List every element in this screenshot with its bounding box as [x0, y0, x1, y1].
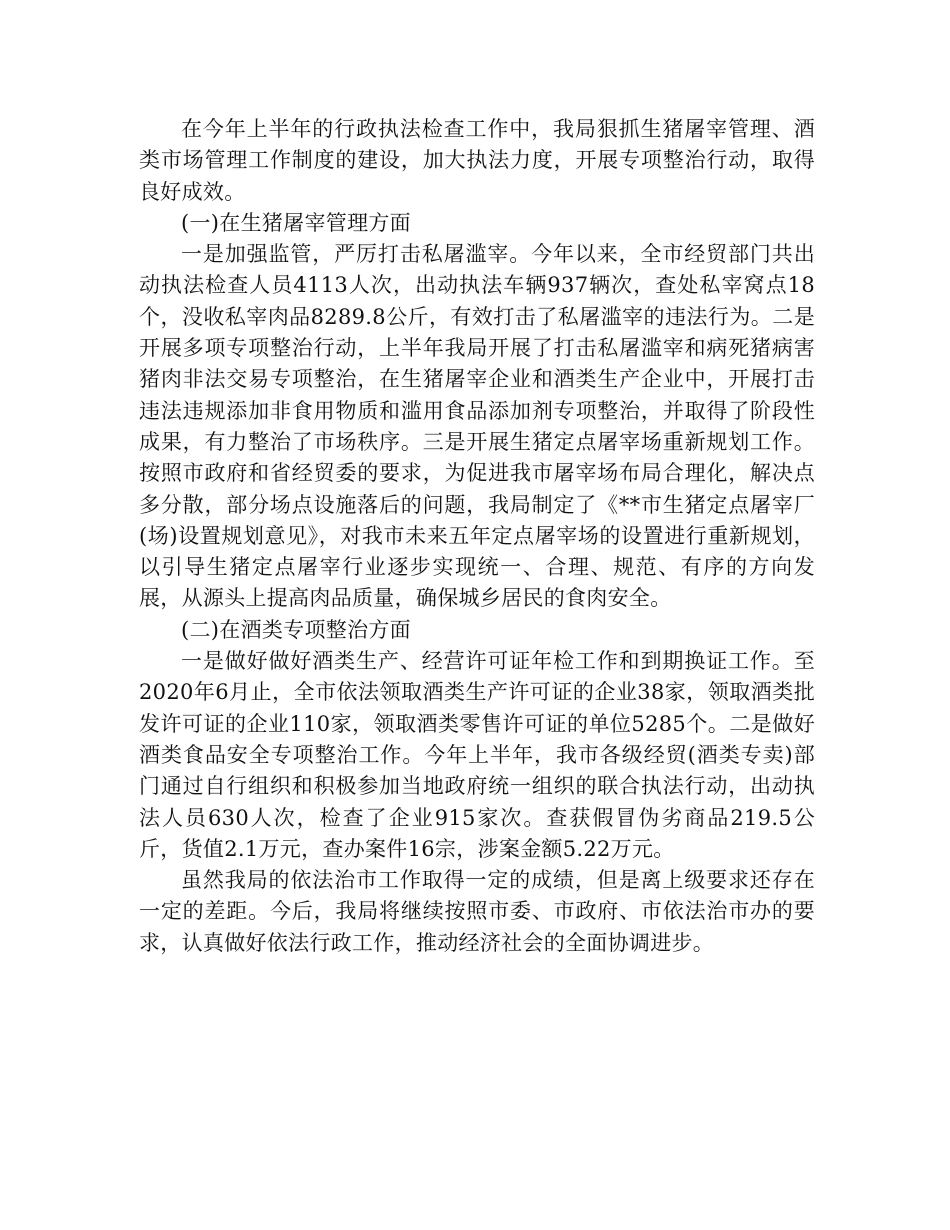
- section2-paragraph: 一是做好做好酒类生产、经营许可证年检工作和到期换证工作。至2020年6月止，全市依法领取酒类生产许可证的企业38家，领取酒类批发许可证的企业110家，领取酒类零售许可证的单位5285个。二是做好酒类食品安全专项整治工作。今年上半年，我市各级经贸(酒类专卖)部门通过自行组织和积极参加当地政府统一组织的联合执法行动，出动执法人员630人次，检查了企业915家次。查获假冒伪劣商品219.5公斤，货值2.1万元，查办案件16宗，涉案金额5.22万元。: [139, 649, 815, 861]
- section1-heading: (一)在生猪屠宰管理方面: [181, 210, 411, 235]
- intro-paragraph: 在今年上半年的行政执法检查工作中，我局狠抓生猪屠宰管理、酒类市场管理工作制度的建设，加大执法力度，开展专项整治行动，取得良好成效。: [139, 117, 815, 204]
- conclusion-paragraph: 虽然我局的依法治市工作取得一定的成绩，但是离上级要求还存在一定的差距。今后，我局将继续按照市委、市政府、市依法治市办的要求，认真做好依法行政工作，推动经济社会的全面协调进步。: [139, 868, 815, 955]
- section2-heading: (二)在酒类专项整治方面: [181, 617, 411, 642]
- section1-paragraph: 一是加强监管，严厉打击私屠滥宰。今年以来，全市经贸部门共出动执法检查人员4113人次，出动执法车辆937辆次，查处私宰窝点18个，没收私宰肉品8289.8公斤，有效打击了私屠滥宰的违法行为。二是开展多项专项整治行动，上半年我局开展了打击私屠滥宰和病死猪病害猪肉非法交易专项整治，在生猪屠宰企业和酒类生产企业中，开展打击违法违规添加非食用物质和滥用食品添加剂专项整治，并取得了阶段性成果，有力整治了市场秩序。三是开展生猪定点屠宰场重新规划工作。按照市政府和省经贸委的要求，为促进我市屠宰场布局合理化，解决点多分散，部分场点设施落后的问题，我局制定了《**市生猪定点屠宰厂(场)设置规划意见》，对我市未来五年定点屠宰场的设置进行重新规划，以引导生猪定点屠宰行业逐步实现统一、合理、规范、有序的方向发展，从源头上提高肉品质量，确保城乡居民的食肉安全。: [139, 242, 815, 611]
- document-page: [139, 114, 815, 959]
